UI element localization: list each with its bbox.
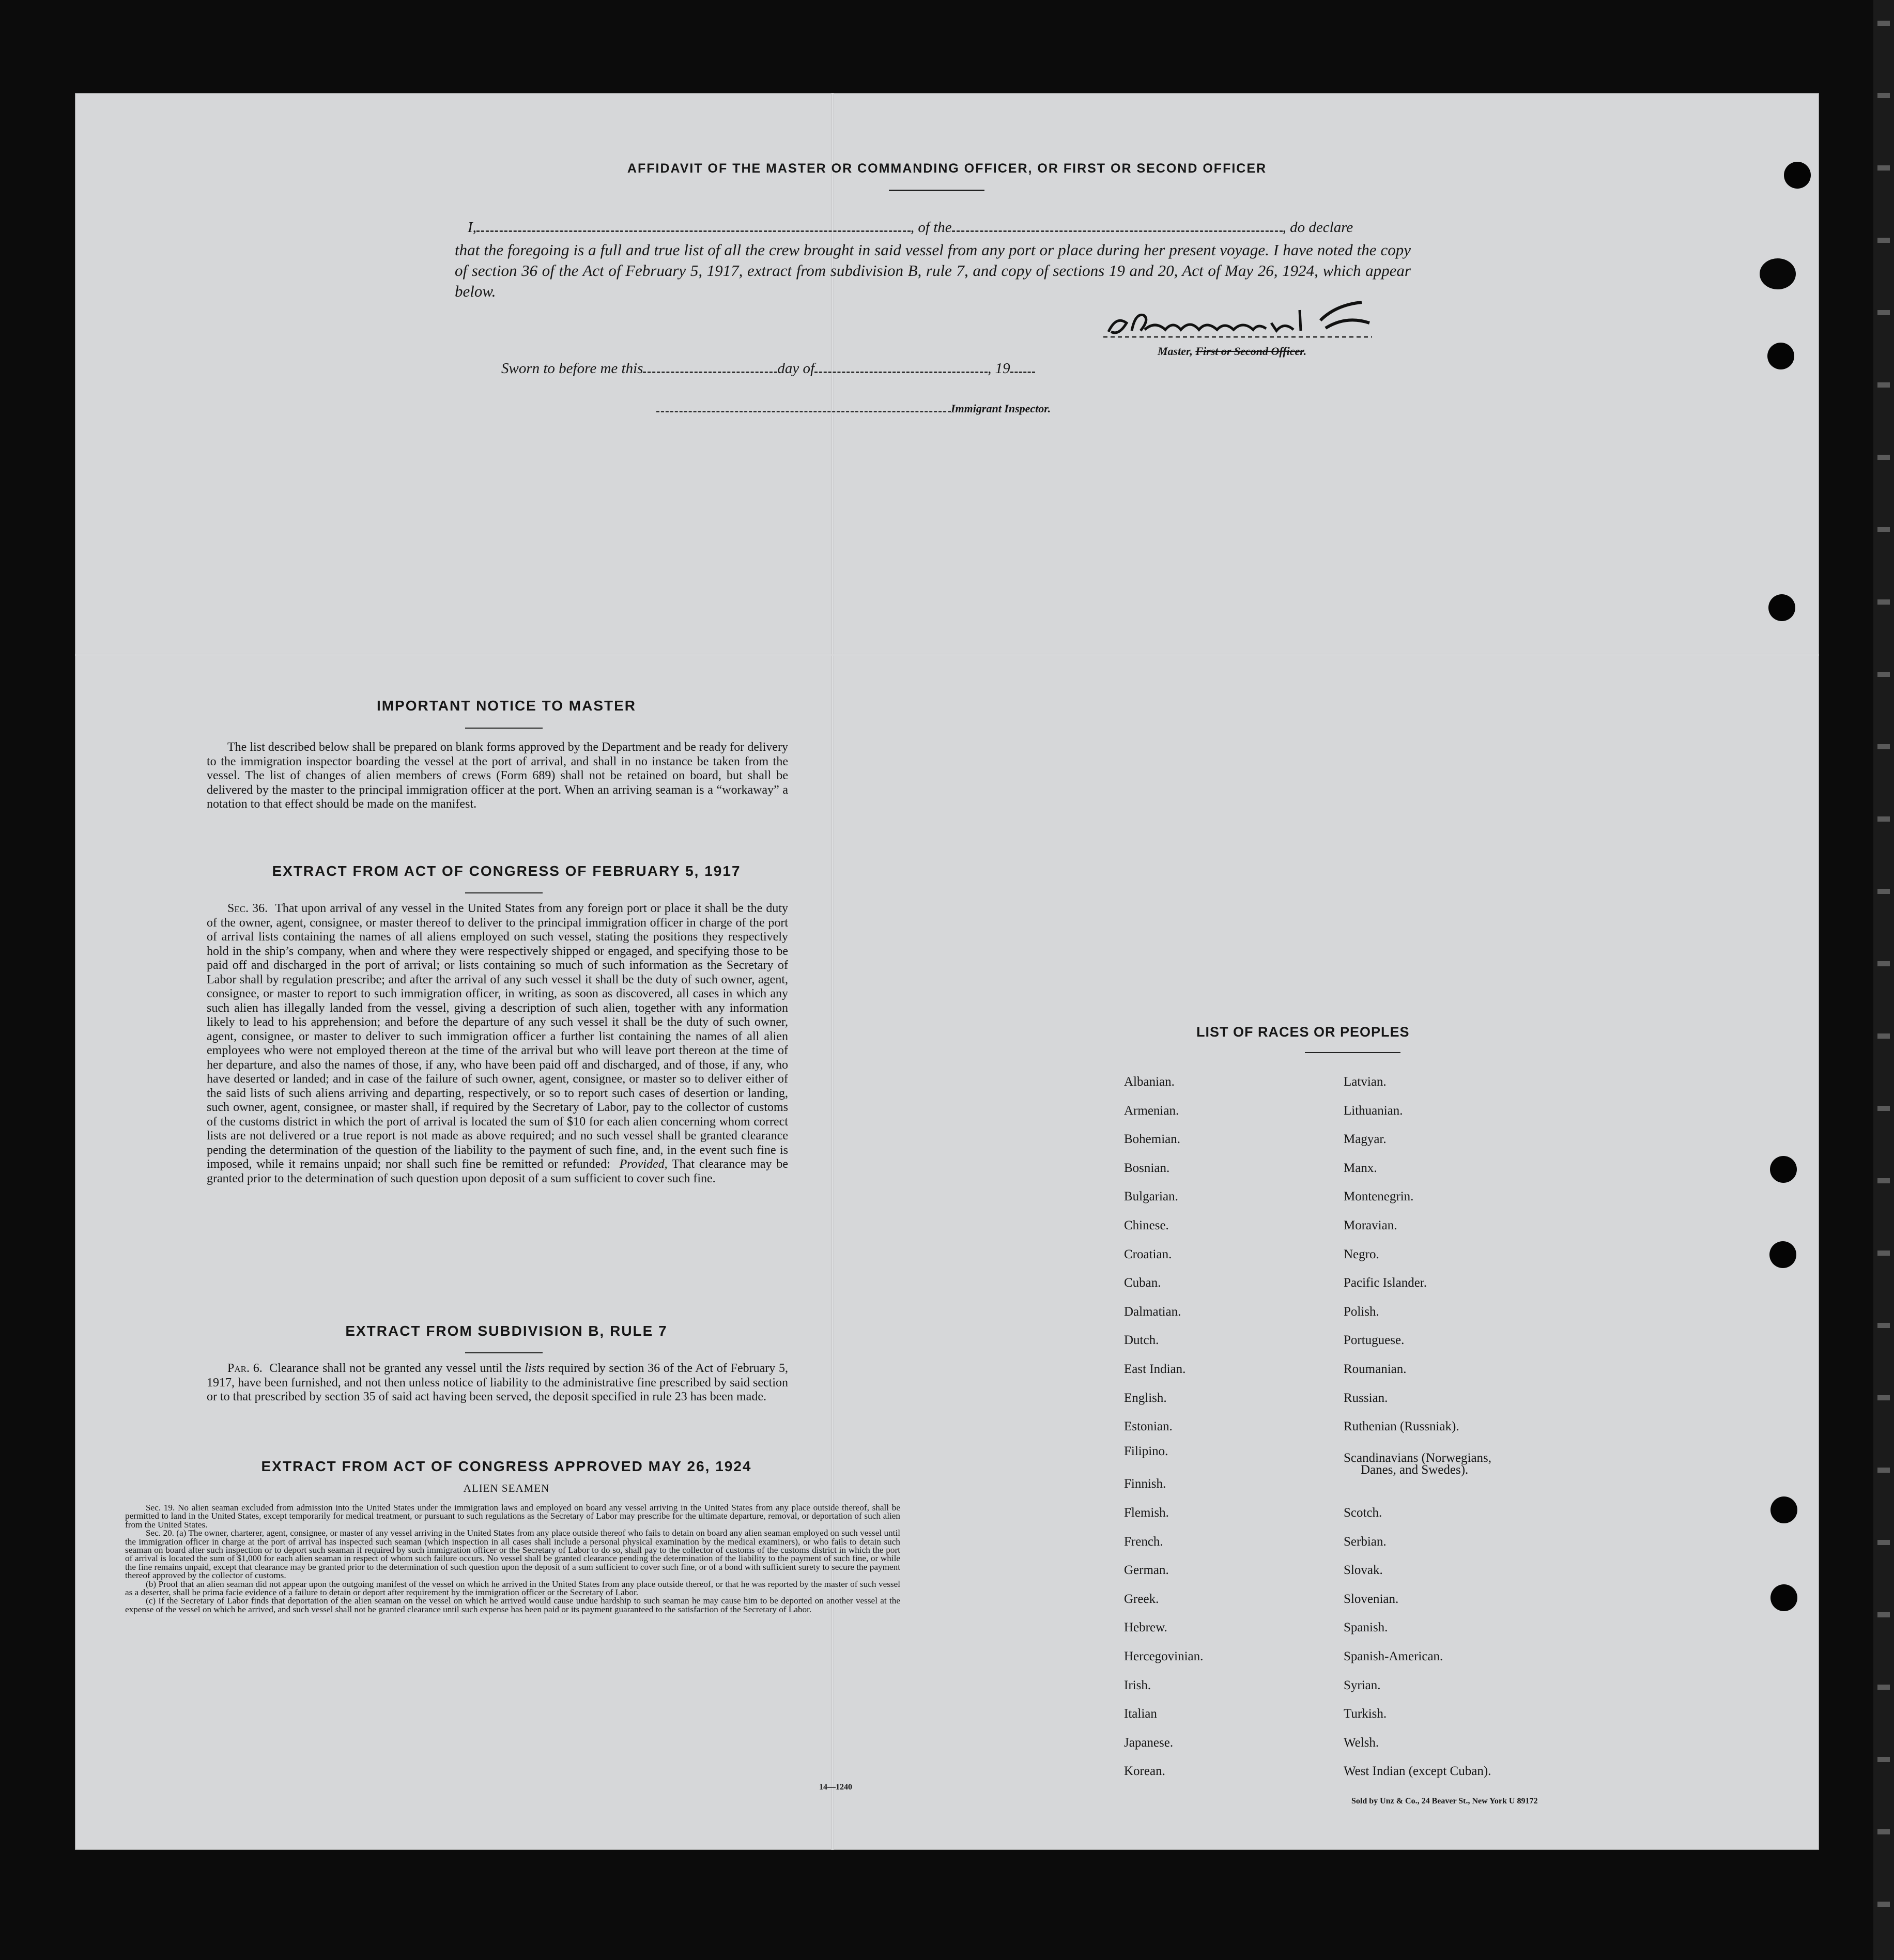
act-1924-body <box>125 1504 900 1614</box>
race-item: Welsh. <box>1344 1735 1379 1750</box>
sec-20b-text: (b) Proof that an alien seaman did not appear upon the outgoing manifest of the vessel on which he arrived in the United States from any place outside thereof, or that he was reported by the master of such vessel as a deserter, shall be prima facie evidence of a failure to detain or deport after requirement by the immigration officer or the Secretary of Labor. <box>125 1579 900 1598</box>
i-label: I, <box>468 219 476 236</box>
race-item: Serbian. <box>1344 1534 1387 1549</box>
race-item: Syrian. <box>1344 1678 1381 1692</box>
race-item: Negro. <box>1344 1247 1379 1261</box>
affidavit-title: AFFIDAVIT OF THE MASTER OR COMMANDING OFFICER, OR FIRST OR SECOND OFFICER <box>627 161 1267 176</box>
rule-7-body <box>207 1362 788 1405</box>
race-item: Spanish-American. <box>1344 1649 1443 1663</box>
printer-imprint: Sold by Unz & Co., 24 Beaver St., New York U 89172 <box>1351 1797 1538 1805</box>
alien-seamen-subtitle: ALIEN SEAMEN <box>463 1482 550 1494</box>
race-item: Russian. <box>1344 1391 1388 1405</box>
sec-20b <box>125 1580 900 1597</box>
rule-7-title: EXTRACT FROM SUBDIVISION B, RULE 7 <box>345 1323 668 1339</box>
sec-20c <box>125 1597 900 1614</box>
signature-caption <box>1158 345 1306 358</box>
inspector-label: Immigrant Inspector. <box>951 402 1051 415</box>
do-declare-label: , do declare <box>1282 219 1353 236</box>
race-item: English. <box>1124 1391 1167 1405</box>
caption-suffix: . <box>1303 345 1307 358</box>
caption-struck: First or Second Officer <box>1195 345 1304 358</box>
film-edge <box>1873 0 1894 1960</box>
notice-title: IMPORTANT NOTICE TO MASTER <box>376 698 637 714</box>
sworn-year-field[interactable] <box>1010 372 1035 373</box>
affidavit-text: that the foregoing is a full and true list of all the crew brought in said vessel from any port or place during her present voyage. I have noted the copy of section 36 of the Act of February 5, 1917, extract from subdivision B, rule 7, and copy of sections 19 and 20, Act of May 26, 1924, which appear below. <box>455 241 1411 300</box>
lists-word: lists <box>525 1362 545 1375</box>
divider <box>1305 1052 1400 1053</box>
race-item: Montenegrin. <box>1344 1190 1414 1204</box>
provided-word: Provided, <box>619 1158 668 1171</box>
punch-hole <box>1767 343 1794 369</box>
race-item: Cuban. <box>1124 1276 1161 1290</box>
race-item: Croatian. <box>1124 1247 1172 1261</box>
caption-master: Master, <box>1158 345 1196 358</box>
sworn-day-field[interactable] <box>643 372 777 373</box>
sec-36-label: Sec. 36. <box>227 902 268 915</box>
race-item: Italian <box>1124 1707 1157 1721</box>
race-item: French. <box>1124 1534 1163 1549</box>
inspector-signature-field[interactable] <box>656 411 951 412</box>
race-item: Bosnian. <box>1124 1161 1170 1175</box>
race-item: Filipino. <box>1124 1444 1168 1458</box>
notice-body <box>207 740 788 812</box>
year-label: , 19 <box>988 360 1010 377</box>
divider <box>465 1352 543 1353</box>
act-1917-title: EXTRACT FROM ACT OF CONGRESS OF FEBRUARY 5, 1917 <box>272 863 741 879</box>
fold-line-horizontal <box>75 654 1819 656</box>
race-item: Chinese. <box>1124 1218 1169 1232</box>
sworn-month-field[interactable] <box>814 372 988 373</box>
race-item: Latvian. <box>1344 1075 1387 1089</box>
punch-hole <box>1769 1241 1796 1268</box>
of-the-label: , of the <box>910 219 952 236</box>
race-item: Dalmatian. <box>1124 1304 1181 1319</box>
notice-text: The list described below shall be prepared on blank forms approved by the Department and be ready for delivery to the immigration inspector boarding the vessel at the port of arrival, and shall in no instance be taken from the vessel. The list of changes of alien members of crews (Form 689) shall not be retained on board, but shall be delivered by the master to the principal immigration officer at the port. When an arriving seaman is a “workaway” a notation to that effect should be made on the manifest. <box>207 740 788 811</box>
race-item: Japanese. <box>1124 1735 1174 1750</box>
master-signature <box>1103 300 1372 351</box>
sec-19-text: Sec. 19. No alien seaman excluded from admission into the United States under the immigration laws and employed on board any vessel arriving in the United States from any place outside thereof, shall be permitted to land in the United States, except temporarily for medical treatment, or pursuant to such regulations as the Secretary of Labor may prescribe for the ultimate departure, removal, or deportation of such alien from the United States. <box>125 1503 900 1530</box>
race-item: Estonian. <box>1124 1419 1173 1434</box>
act-1924-title: EXTRACT FROM ACT OF CONGRESS APPROVED MAY 26, 1924 <box>261 1458 752 1474</box>
divider <box>465 892 543 893</box>
race-item: Magyar. <box>1344 1132 1387 1147</box>
sworn-line <box>501 360 1035 377</box>
race-item: Irish. <box>1124 1678 1151 1692</box>
race-item: Portuguese. <box>1344 1333 1405 1348</box>
race-item: Pacific Islander. <box>1344 1276 1427 1290</box>
form-number: 14—1240 <box>819 1783 852 1792</box>
ink-blot <box>1760 258 1796 289</box>
affidavit-body <box>455 240 1411 302</box>
punch-hole <box>1770 1156 1797 1183</box>
race-item: Dutch. <box>1124 1333 1159 1348</box>
race-item: Albanian. <box>1124 1075 1175 1089</box>
inspector-line <box>656 399 1051 416</box>
act-1917-body <box>207 902 788 1186</box>
divider <box>465 728 543 729</box>
par-6-text-a: Clearance shall not be granted any vessel until the <box>269 1362 521 1375</box>
race-item: Manx. <box>1344 1161 1377 1175</box>
race-item: Bohemian. <box>1124 1132 1181 1147</box>
race-item: Turkish. <box>1344 1707 1387 1721</box>
race-item: Scotch. <box>1344 1506 1382 1520</box>
day-of-label: day of <box>777 360 815 377</box>
declarant-line <box>468 219 1353 236</box>
race-item: Spanish. <box>1344 1621 1388 1635</box>
race-item: Danes, and Swedes). <box>1361 1462 1469 1477</box>
sec-20c-text: (c) If the Secretary of Labor finds that deportation of the alien seaman on the vessel on which he arrived would cause undue hardship to such seaman he may cause him to be deported on another vessel at the expense of the vessel on which he arrived, and such vessel shall not be granted clearance until such expense has been paid or its payment guaranteed to the satisfaction of the Secretary of Labor. <box>125 1596 900 1614</box>
sec-36-text: That upon arrival of any vessel in the United States from any foreign port or place it shall be the duty of the owner, agent, consignee, or master thereof to deliver to the principal immigration officer in charge of the port of arrival lists containing the names of all aliens employed on such vessel, stating the positions they respectively hold in the ship’s company, when and where they were respectively shipped or engaged, and specifying those to be paid off and discharged in the port of arrival; or lists containing so much of such information as the Secretary of Labor shall by regulation prescribe; and after the arrival of any such vessel it shall be the duty of such owner, agent, consignee, or master to report to such immigration officer, in writing, as soon as discovered, all cases in which any such alien has illegally landed from the vessel, giving a description of such alien, together with any information likely to lead to his apprehension; and before the departure of any such vessel it shall be the duty of such owner, agent, consignee, or master to deliver to such immigration officer a further list containing the names of all alien employees who were not employed thereon at the time of the arrival but who will leave port thereon at the time of her departure, and also the names of those, if any, who have been paid off and discharged, and of those, if any, who have deserted or landed; and in case of the failure of such owner, agent, consignee, or master so to deliver either of the said lists of such aliens arriving and departing, respectively, or so to report such cases of desertion or landing, such owner, agent, consignee, or master shall, if required by the Secretary of Labor, pay to the collector of customs of the customs district in which the port of arrival is located the sum of $10 for each alien concerning whom correct lists are not delivered or a true report is not made as above required; and no such vessel shall be granted clearance pending the determination of the question of the liability to the payment of such fine, and, in the event such fine is imposed, while it remains unpaid; nor shall such fine be remitted or refunded: <box>207 902 788 1171</box>
race-item: Korean. <box>1124 1764 1165 1779</box>
sec-20a-text: Sec. 20. (a) The owner, charterer, agent, consignee, or master of any vessel arriving in the United States from any place outside thereof who fails to detain on board any alien seaman employed on such vessel until the immigration officer in charge at the port of arrival has inspected such seaman (which inspection in all cases shall include a personal physical examination by the medical examiners), or who fails to detain such seaman on board after such inspection or to deport such seaman if required by such immigration officer or the Secretary of Labor to do so, shall pay to the collector of customs of the customs district in which the port of arrival is located the sum of $1,000 for each alien seaman in respect of whom such failure occurs. No vessel shall be granted clearance pending the determination of the liability to the payment of such fine, or while the fine remains unpaid, except that clearance may be granted prior to the determination of such question upon the deposit of a sum sufficient to cover such fine, or of a bond with sufficient surety to secure the payment thereof approved by the collector of customs. <box>125 1528 900 1581</box>
sec-36-proviso: That clearance may be granted prior to the determination of such question upon deposit of a sum sufficient to cover such fine. <box>207 1158 789 1185</box>
race-item: Hebrew. <box>1124 1621 1167 1635</box>
race-item: German. <box>1124 1563 1169 1578</box>
race-item: Armenian. <box>1124 1103 1179 1118</box>
par-6-text-b: required by section 36 of the Act of February 5, 1917, have been furnished, and not then unless notice of liability to the administrative fine prescribed by said section or to that prescribed by section 35 of said act having been served, the deposit specified in rule 23 has been made. <box>207 1362 789 1403</box>
race-item: Lithuanian. <box>1344 1103 1403 1118</box>
race-item: Ruthenian (Russniak). <box>1344 1419 1459 1434</box>
punch-hole <box>1770 1584 1797 1611</box>
race-item: Hercegovinian. <box>1124 1649 1204 1663</box>
race-item: West Indian (except Cuban). <box>1344 1764 1491 1779</box>
master-name-field[interactable] <box>476 230 911 232</box>
race-item: Scandinavians (Norwegians, <box>1344 1450 1492 1465</box>
race-item: Slovak. <box>1344 1563 1383 1578</box>
race-item: Finnish. <box>1124 1477 1166 1491</box>
sworn-label: Sworn to before me this <box>501 360 643 377</box>
vessel-name-field[interactable] <box>952 230 1283 232</box>
sec-20a <box>125 1529 900 1580</box>
race-item: Moravian. <box>1344 1218 1397 1232</box>
race-item: Flemish. <box>1124 1506 1169 1520</box>
race-item: Roumanian. <box>1344 1362 1407 1376</box>
race-item: Bulgarian. <box>1124 1190 1178 1204</box>
punch-hole <box>1768 594 1795 621</box>
race-item: Slovenian. <box>1344 1592 1399 1606</box>
divider <box>889 190 984 191</box>
manifest-sheet <box>75 93 1819 1850</box>
sec-19 <box>125 1504 900 1529</box>
race-item: Greek. <box>1124 1592 1159 1606</box>
race-item: Polish. <box>1344 1304 1379 1319</box>
race-item: East Indian. <box>1124 1362 1186 1376</box>
par-6-label: Par. 6. <box>227 1362 263 1375</box>
punch-hole <box>1770 1496 1797 1523</box>
races-title: LIST OF RACES OR PEOPLES <box>1196 1024 1410 1040</box>
